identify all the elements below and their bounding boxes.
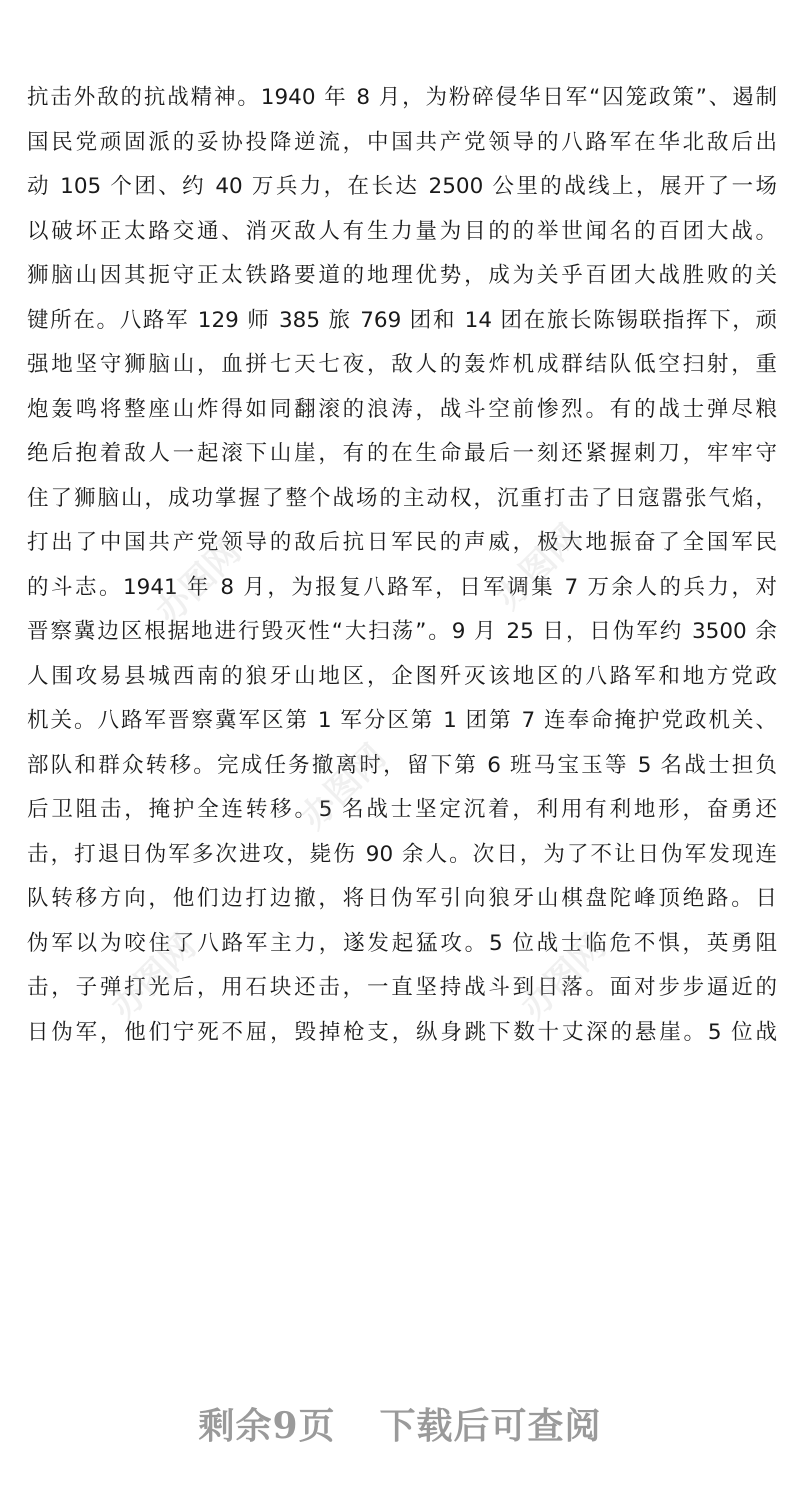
text-line: 伪军以为咬住了八路军主力，遂发起猛攻。5 位战士临危不惧，英勇阻 (27, 930, 777, 956)
text-line: 动 105 个团、约 40 万兵力，在长达 2500 公里的战线上，展开了一场 (27, 174, 777, 199)
text-line: 键所在。八路军 129 师 385 旅 769 团和 14 团在旅长陈锡联指挥下，顽 (27, 307, 777, 333)
text-line: 狮脑山因其扼守正太铁路要道的地理优势，成为关乎百团大战胜败的关 (27, 263, 777, 288)
text-line: 日伪军，他们宁死不屈，毁掉枪支，纵身跳下数十丈深的悬崖。5 位战 (27, 1019, 777, 1045)
text-line: 人围攻易县城西南的狼牙山地区，企图歼灭该地区的八路军和地方党政 (27, 663, 777, 689)
download-prompt[interactable] (0, 1398, 800, 1448)
remaining-pages-label: 剩余9页 (198, 1405, 336, 1447)
text-line: 强地坚守狮脑山，血拼七天七夜，敌人的轰炸机成群结队低空扫射，重 (27, 352, 777, 377)
text-line: 机关。八路军晋察冀军区第 1 军分区第 1 团第 7 连奉命掩护党政机关、 (27, 708, 777, 733)
text-line: 打出了中国共产党领导的敌后抗日军民的声威，极大地振奋了全国军民 (27, 530, 777, 555)
text-line: 炮轰鸣将整座山炸得如同翻滚的浪涛，战斗空前惨烈。有的战士弹尽粮 (27, 396, 777, 422)
text-line: 队转移方向，他们边打边撤，将日伪军引向狼牙山棋盘陀峰顶绝路。日 (27, 886, 777, 911)
document-body (27, 76, 777, 1055)
download-to-view-label[interactable]: 下载后可查阅 (379, 1405, 602, 1447)
text-line: 国民党顽固派的妥协投降逆流，中国共产党领导的八路军在华北敌后出 (27, 129, 777, 155)
text-line: 击，子弹打光后，用石块还击，一直坚持战斗到日落。面对步步逼近的 (27, 975, 777, 1000)
watermark: 办图网 (103, 926, 204, 1028)
watermark: 办图网 (293, 736, 394, 838)
text-line: 抗击外敌的抗战精神。1940 年 8 月，为粉碎侵华日军“囚笼政策”、遏制 (27, 85, 777, 110)
text-line: 晋察冀边区根据地进行毁灭性“大扫荡”。9 月 25 日，日伪军约 3500 余 (27, 619, 777, 644)
text-line: 击，打退日伪军多次进攻，毙伤 90 余人。次日，为了不让日伪军发现连 (27, 841, 777, 867)
text-line: 部队和群众转移。完成任务撤离时，留下第 6 班马宝玉等 5 名战士担负 (27, 752, 777, 778)
watermark: 办图网 (513, 926, 614, 1028)
watermark: 办图网 (488, 516, 589, 618)
watermark: 办图网 (148, 531, 249, 633)
text-line: 住了狮脑山，成功掌握了整个战场的主动权，沉重打击了日寇嚣张气焰， (27, 485, 777, 511)
text-line: 后卫阻击，掩护全连转移。5 名战士坚定沉着，利用有利地形，奋勇还 (27, 797, 777, 822)
text-line: 以破坏正太路交通、消灭敌人有生力量为目的的举世闻名的百团大战。 (27, 218, 777, 244)
text-line: 的斗志。1941 年 8 月，为报复八路军，日军调集 7 万余人的兵力，对 (27, 574, 777, 600)
text-line: 绝后抱着敌人一起滚下山崖，有的在生命最后一刻还紧握刺刀，牢牢守 (27, 441, 777, 466)
